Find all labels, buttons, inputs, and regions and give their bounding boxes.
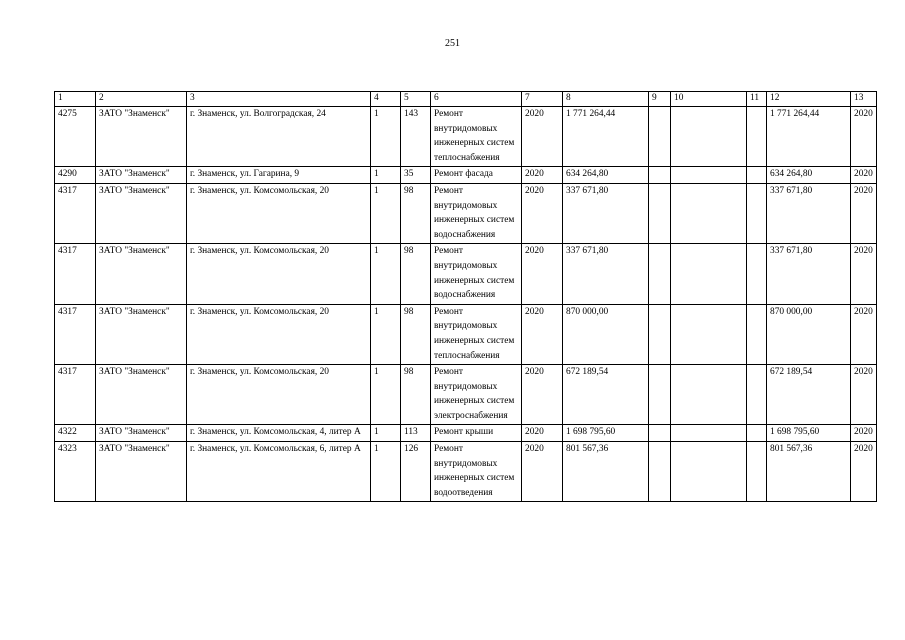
cell-cost: 337 671,80 — [563, 244, 649, 304]
cell-year: 2020 — [522, 244, 563, 304]
cell-col5: 98 — [401, 365, 431, 425]
cell-work-type: Ремонт внутридомовых инженерных систем водоотведения — [431, 442, 522, 502]
cell-col10 — [671, 167, 747, 184]
cell-col5: 98 — [401, 183, 431, 243]
cell-year-end: 2020 — [851, 425, 877, 442]
table-row — [55, 304, 877, 364]
cell-col9 — [649, 107, 671, 167]
cell-col4: 1 — [371, 244, 401, 304]
cell-year: 2020 — [522, 425, 563, 442]
col-header: 2 — [96, 92, 187, 107]
cell-col10 — [671, 442, 747, 502]
cell-cost: 672 189,54 — [563, 365, 649, 425]
cell-total: 672 189,54 — [767, 365, 851, 425]
table-row — [55, 107, 877, 167]
cell-col4: 1 — [371, 183, 401, 243]
cell-col10 — [671, 244, 747, 304]
cell-municipality: ЗАТО "Знаменск" — [96, 442, 187, 502]
cell-id: 4317 — [55, 183, 96, 243]
col-header: 8 — [563, 92, 649, 107]
cell-address: г. Знаменск, ул. Комсомольская, 4, литер А — [187, 425, 371, 442]
cell-cost: 337 671,80 — [563, 183, 649, 243]
cell-work-type: Ремонт внутридомовых инженерных систем электроснабжения — [431, 365, 522, 425]
cell-col9 — [649, 365, 671, 425]
col-header: 12 — [767, 92, 851, 107]
cell-address: г. Знаменск, ул. Гагарина, 9 — [187, 167, 371, 184]
cell-work-type: Ремонт внутридомовых инженерных систем теплоснабжения — [431, 107, 522, 167]
cell-col10 — [671, 107, 747, 167]
col-header: 9 — [649, 92, 671, 107]
cell-col9 — [649, 442, 671, 502]
cell-col10 — [671, 183, 747, 243]
cell-col9 — [649, 244, 671, 304]
cell-year: 2020 — [522, 107, 563, 167]
cell-address: г. Знаменск, ул. Комсомольская, 20 — [187, 183, 371, 243]
cell-col5: 143 — [401, 107, 431, 167]
cell-municipality: ЗАТО "Знаменск" — [96, 425, 187, 442]
table-row — [55, 425, 877, 442]
table-row — [55, 167, 877, 184]
cell-id: 4290 — [55, 167, 96, 184]
cell-year-end: 2020 — [851, 304, 877, 364]
col-header: 1 — [55, 92, 96, 107]
cell-col11 — [747, 365, 767, 425]
cell-col9 — [649, 304, 671, 364]
cell-total: 870 000,00 — [767, 304, 851, 364]
cell-municipality: ЗАТО "Знаменск" — [96, 183, 187, 243]
cell-year-end: 2020 — [851, 167, 877, 184]
cell-address: г. Знаменск, ул. Волгоградская, 24 — [187, 107, 371, 167]
cell-col9 — [649, 183, 671, 243]
cell-col4: 1 — [371, 425, 401, 442]
cell-cost: 801 567,36 — [563, 442, 649, 502]
cell-year: 2020 — [522, 183, 563, 243]
cell-col4: 1 — [371, 304, 401, 364]
col-header: 7 — [522, 92, 563, 107]
table-row — [55, 365, 877, 425]
cell-col5: 98 — [401, 304, 431, 364]
header-row — [55, 92, 877, 107]
col-header: 5 — [401, 92, 431, 107]
cell-year-end: 2020 — [851, 442, 877, 502]
cell-total: 801 567,36 — [767, 442, 851, 502]
page-number: 251 — [445, 38, 460, 49]
cell-work-type: Ремонт внутридомовых инженерных систем водоснабжения — [431, 244, 522, 304]
cell-col11 — [747, 304, 767, 364]
cell-year-end: 2020 — [851, 365, 877, 425]
cell-year-end: 2020 — [851, 107, 877, 167]
col-header: 3 — [187, 92, 371, 107]
cell-total: 1 698 795,60 — [767, 425, 851, 442]
cell-total: 634 264,80 — [767, 167, 851, 184]
cell-col5: 113 — [401, 425, 431, 442]
col-header: 11 — [747, 92, 767, 107]
cell-id: 4317 — [55, 365, 96, 425]
cell-id: 4275 — [55, 107, 96, 167]
cell-col9 — [649, 425, 671, 442]
cell-col9 — [649, 167, 671, 184]
cell-col11 — [747, 442, 767, 502]
table-body — [55, 107, 877, 502]
cell-address: г. Знаменск, ул. Комсомольская, 20 — [187, 365, 371, 425]
cell-col4: 1 — [371, 365, 401, 425]
table-row — [55, 244, 877, 304]
cell-col5: 35 — [401, 167, 431, 184]
table-row — [55, 442, 877, 502]
cell-total: 1 771 264,44 — [767, 107, 851, 167]
cell-id: 4322 — [55, 425, 96, 442]
cell-col11 — [747, 167, 767, 184]
cell-year-end: 2020 — [851, 244, 877, 304]
cell-col4: 1 — [371, 107, 401, 167]
cell-work-type: Ремонт внутридомовых инженерных систем водоснабжения — [431, 183, 522, 243]
cell-municipality: ЗАТО "Знаменск" — [96, 304, 187, 364]
cell-total: 337 671,80 — [767, 183, 851, 243]
cell-id: 4317 — [55, 244, 96, 304]
cell-year: 2020 — [522, 442, 563, 502]
cell-col5: 126 — [401, 442, 431, 502]
col-header: 13 — [851, 92, 877, 107]
col-header: 4 — [371, 92, 401, 107]
cell-municipality: ЗАТО "Знаменск" — [96, 244, 187, 304]
cell-total: 337 671,80 — [767, 244, 851, 304]
cell-year-end: 2020 — [851, 183, 877, 243]
cell-col4: 1 — [371, 442, 401, 502]
cell-col11 — [747, 183, 767, 243]
table-row — [55, 183, 877, 243]
cell-address: г. Знаменск, ул. Комсомольская, 6, литер А — [187, 442, 371, 502]
cell-id: 4317 — [55, 304, 96, 364]
cell-col10 — [671, 365, 747, 425]
cell-year: 2020 — [522, 167, 563, 184]
cell-col10 — [671, 425, 747, 442]
cell-work-type: Ремонт крыши — [431, 425, 522, 442]
cell-col11 — [747, 244, 767, 304]
cell-work-type: Ремонт внутридомовых инженерных систем теплоснабжения — [431, 304, 522, 364]
cell-cost: 870 000,00 — [563, 304, 649, 364]
cell-col11 — [747, 107, 767, 167]
cell-year: 2020 — [522, 304, 563, 364]
cell-id: 4323 — [55, 442, 96, 502]
cell-col11 — [747, 425, 767, 442]
cell-cost: 634 264,80 — [563, 167, 649, 184]
cell-col10 — [671, 304, 747, 364]
cell-address: г. Знаменск, ул. Комсомольская, 20 — [187, 304, 371, 364]
cell-year: 2020 — [522, 365, 563, 425]
cell-cost: 1 771 264,44 — [563, 107, 649, 167]
cell-address: г. Знаменск, ул. Комсомольская, 20 — [187, 244, 371, 304]
col-header: 6 — [431, 92, 522, 107]
cell-municipality: ЗАТО "Знаменск" — [96, 107, 187, 167]
repair-registry-table — [54, 91, 877, 502]
cell-col5: 98 — [401, 244, 431, 304]
cell-work-type: Ремонт фасада — [431, 167, 522, 184]
cell-municipality: ЗАТО "Знаменск" — [96, 167, 187, 184]
col-header: 10 — [671, 92, 747, 107]
cell-col4: 1 — [371, 167, 401, 184]
cell-municipality: ЗАТО "Знаменск" — [96, 365, 187, 425]
cell-cost: 1 698 795,60 — [563, 425, 649, 442]
